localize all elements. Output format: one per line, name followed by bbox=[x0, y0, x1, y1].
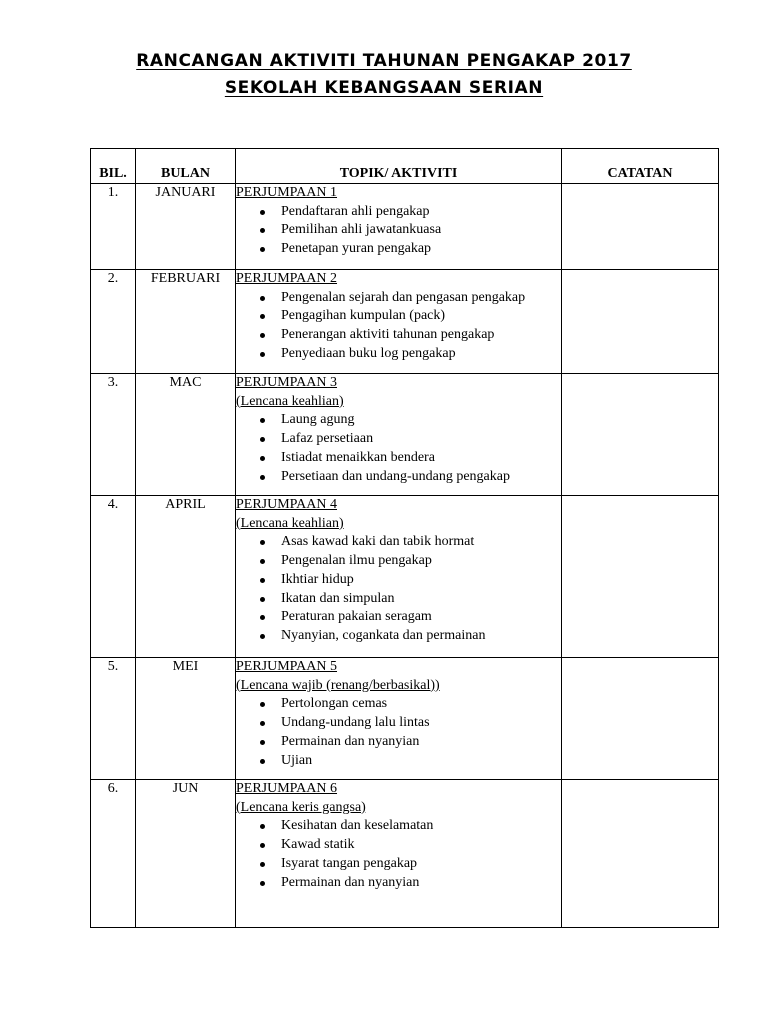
table-row bbox=[91, 496, 719, 658]
list-item: Kawad statik bbox=[281, 836, 561, 855]
row-month: MEI bbox=[136, 658, 236, 780]
list-item: Asas kawad kaki dan tabik hormat bbox=[281, 533, 561, 552]
row-topic bbox=[236, 496, 562, 658]
badge-label: (Lencana wajib (renang/berbasikal)) bbox=[236, 677, 440, 693]
row-topic bbox=[236, 270, 562, 374]
list-item: Kesihatan dan keselamatan bbox=[281, 817, 561, 836]
activity-list bbox=[236, 817, 561, 892]
list-item: Peraturan pakaian seragam bbox=[281, 608, 561, 627]
row-month: MAC bbox=[136, 374, 236, 496]
row-number: 4. bbox=[91, 496, 136, 658]
list-item: Pengenalan ilmu pengakap bbox=[281, 552, 561, 571]
meeting-label: PERJUMPAAN 2 bbox=[236, 271, 338, 286]
title-line-2: SEKOLAH KEBANGSAAN SERIAN bbox=[224, 78, 544, 98]
table-row bbox=[91, 184, 719, 270]
list-item: Pengagihan kumpulan (pack) bbox=[281, 307, 561, 326]
list-item: Pendaftaran ahli pengakap bbox=[281, 203, 561, 222]
list-item: Pengenalan sejarah dan pengasan pengakap bbox=[281, 289, 561, 308]
meeting-label: PERJUMPAAN 6 bbox=[236, 781, 338, 796]
list-item: Undang-undang lalu lintas bbox=[281, 714, 561, 733]
title-line-1: RANCANGAN AKTIVITI TAHUNAN PENGAKAP 2017 bbox=[136, 51, 632, 71]
list-item: Penetapan yuran pengakap bbox=[281, 240, 561, 259]
meeting-label: PERJUMPAAN 3 bbox=[236, 375, 338, 390]
list-item: Pemilihan ahli jawatankuasa bbox=[281, 221, 561, 240]
badge-label: (Lencana keris gangsa) bbox=[236, 799, 366, 815]
table-row bbox=[91, 374, 719, 496]
list-item: Laung agung bbox=[281, 411, 561, 430]
header-bulan: BULAN bbox=[136, 149, 236, 184]
list-item: Penerangan aktiviti tahunan pengakap bbox=[281, 326, 561, 345]
row-topic bbox=[236, 184, 562, 270]
activity-list bbox=[236, 203, 561, 259]
row-month: JANUARI bbox=[136, 184, 236, 270]
row-notes bbox=[562, 780, 719, 928]
table-header-row bbox=[91, 149, 719, 184]
list-item: Penyediaan buku log pengakap bbox=[281, 345, 561, 364]
list-item: Ikatan dan simpulan bbox=[281, 590, 561, 609]
list-item: Persetiaan dan undang-undang pengakap bbox=[281, 468, 561, 487]
meeting-label: PERJUMPAAN 1 bbox=[236, 185, 338, 200]
table-row bbox=[91, 270, 719, 374]
activity-list bbox=[236, 411, 561, 486]
row-notes bbox=[562, 270, 719, 374]
row-month: FEBRUARI bbox=[136, 270, 236, 374]
row-number: 1. bbox=[91, 184, 136, 270]
header-bil: BIL. bbox=[91, 149, 136, 184]
row-notes bbox=[562, 374, 719, 496]
document-title bbox=[0, 48, 768, 102]
list-item: Lafaz persetiaan bbox=[281, 430, 561, 449]
row-topic bbox=[236, 658, 562, 780]
list-item: Pertolongan cemas bbox=[281, 695, 561, 714]
row-month: APRIL bbox=[136, 496, 236, 658]
row-number: 2. bbox=[91, 270, 136, 374]
activity-list bbox=[236, 533, 561, 645]
activity-list bbox=[236, 289, 561, 364]
row-month: JUN bbox=[136, 780, 236, 928]
list-item: Ujian bbox=[281, 752, 561, 771]
row-notes bbox=[562, 496, 719, 658]
meeting-label: PERJUMPAAN 5 bbox=[236, 659, 338, 674]
table-body bbox=[91, 184, 719, 928]
meeting-label: PERJUMPAAN 4 bbox=[236, 497, 338, 512]
list-item: Permainan dan nyanyian bbox=[281, 733, 561, 752]
table-row bbox=[91, 658, 719, 780]
row-notes bbox=[562, 184, 719, 270]
row-topic bbox=[236, 374, 562, 496]
header-topik: TOPIK/ AKTIVITI bbox=[236, 149, 562, 184]
row-number: 6. bbox=[91, 780, 136, 928]
list-item: Istiadat menaikkan bendera bbox=[281, 449, 561, 468]
list-item: Isyarat tangan pengakap bbox=[281, 855, 561, 874]
row-topic bbox=[236, 780, 562, 928]
list-item: Permainan dan nyanyian bbox=[281, 874, 561, 893]
badge-label: (Lencana keahlian) bbox=[236, 515, 344, 531]
row-number: 3. bbox=[91, 374, 136, 496]
activity-list bbox=[236, 695, 561, 770]
header-catatan: CATATAN bbox=[562, 149, 719, 184]
list-item: Ikhtiar hidup bbox=[281, 571, 561, 590]
badge-label: (Lencana keahlian) bbox=[236, 393, 344, 409]
list-item: Nyanyian, cogankata dan permainan bbox=[281, 627, 561, 646]
activity-table bbox=[90, 148, 719, 928]
table-row bbox=[91, 780, 719, 928]
row-notes bbox=[562, 658, 719, 780]
row-number: 5. bbox=[91, 658, 136, 780]
